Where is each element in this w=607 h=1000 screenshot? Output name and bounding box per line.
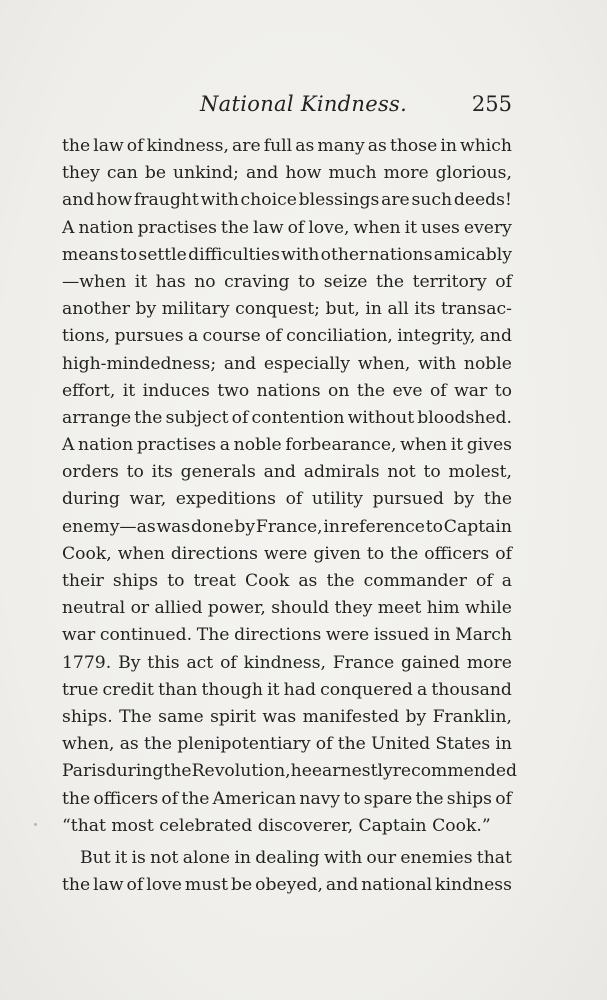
page-number: 255 (471, 92, 512, 116)
text-line: A nation practises a noble forbearance, when it gives (62, 435, 512, 456)
running-head (60, 92, 512, 124)
text-line: high-mindedness; and especially when, with noble (62, 353, 512, 374)
text-line: But it is not alone in dealing with our enemies that (80, 847, 512, 868)
text-line: the law of kindness, are full as many as those in which (62, 136, 512, 156)
text-line: another by military conquest; but, in all its transac- (62, 299, 512, 320)
text-line: “that most celebrated discoverer, Captain Cook.” (62, 815, 491, 836)
text-line: war continued. The directions were issued in March (62, 625, 512, 646)
text-line: A nation practises the law of love, when it uses every (62, 217, 512, 238)
text-line: Cook, when directions were given to the officers of (62, 543, 512, 564)
text-line: 1779. By this act of kindness, France gained more (62, 652, 512, 673)
text-line: arrange the subject of contention without bloodshed. (62, 407, 512, 428)
running-title: National Kindness. (200, 92, 408, 116)
text-line: during war, expeditions of utility pursued by the (62, 489, 512, 510)
text-line: effort, it induces two nations on the eve of war to (62, 380, 512, 401)
page-speck (34, 823, 37, 826)
text-line: and how fraught with choice blessings are such deeds! (62, 190, 512, 211)
text-line: Paris during the Revolution, he earnestly recommended (62, 761, 518, 782)
text-line: means to settle difficulties with other nations amicably (62, 244, 512, 265)
text-line: —when it has no craving to seize the territory of (62, 271, 512, 292)
text-line: their ships to treat Cook as the commander of a (62, 571, 512, 591)
paragraph-2 (62, 845, 512, 899)
paragraph-1 (62, 133, 518, 840)
body-text (62, 133, 518, 899)
text-line: the officers of the American navy to spare the ships of (62, 788, 512, 809)
text-line: orders to its generals and admirals not to molest, (62, 462, 512, 483)
text-line: true credit than though it had conquered a thousand (62, 679, 512, 700)
text-line: the law of love must be obeyed, and national kindness (62, 875, 512, 896)
text-line: when, as the plenipotentiary of the United States in (62, 734, 512, 755)
text-line: ships. The same spirit was manifested by Franklin, (62, 706, 512, 727)
text-line: neutral or allied power, should they meet him while (62, 598, 512, 619)
text-line: they can be unkind; and how much more glorious, (62, 163, 512, 184)
text-line: enemy—as was done by France, in reference to Captain (62, 516, 512, 537)
text-line: tions, pursues a course of conciliation, integrity, and (62, 326, 512, 347)
